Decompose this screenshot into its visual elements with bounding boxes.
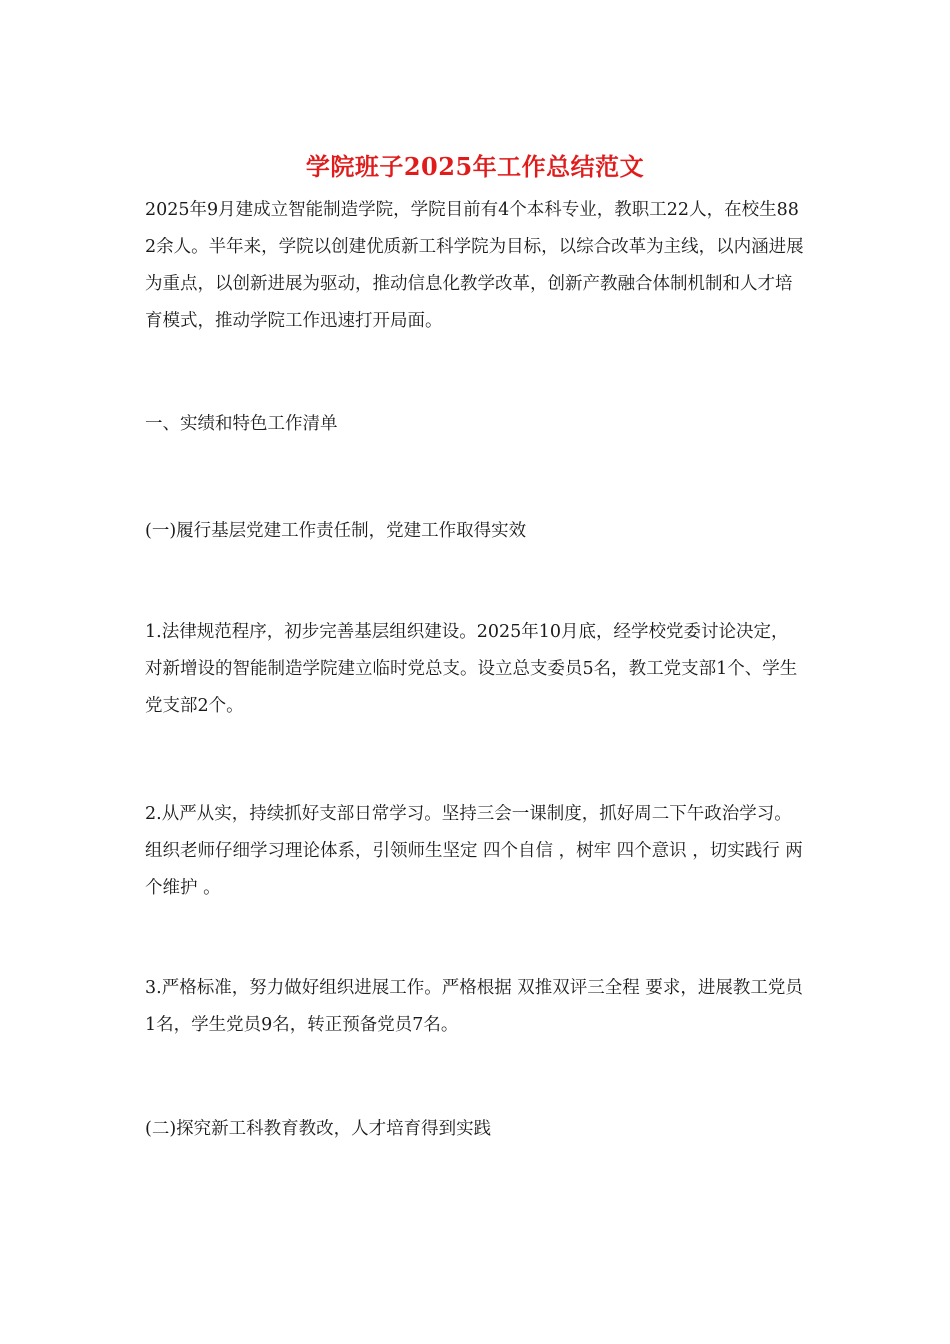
subsection-heading-2: (二)探究新工科教育教改，人才培育得到实践 xyxy=(145,1119,492,1139)
section-heading-1: 一、实绩和特色工作清单 xyxy=(145,414,338,434)
list-item-1: 1.法律规范程序，初步完善基层组织建设。2025年10月底，经学校党委讨论决定，对新增设的智能制造学院建立临时党总支。设立总支委员5名，教工党支部1个、学生党支部2个。 xyxy=(145,622,798,716)
list-item-3: 3.严格标准，努力做好组织进展工作。严格根据 双推双评三全程 要求，进展教工党员1名，学生党员9名，转正预备党员7名。 xyxy=(145,978,803,1035)
list-item-2: 2.从严从实，持续抓好支部日常学习。坚持三会一课制度，抓好周二下午政治学习。组织老师仔细学习理论体系，引领师生坚定 四个自信 ，树牢 四个意识 ，切实践行 两个维护 。 xyxy=(145,804,803,898)
intro-paragraph: 2025年9月建成立智能制造学院，学院目前有4个本科专业，教职工22人，在校生882余人。半年来，学院以创建优质新工科学院为目标，以综合改革为主线，以内涵进展为重点，以创新进展为驱动，推动信息化教学改革，创新产教融合体制机制和人才培育模式，推动学院工作迅速打开局面。 xyxy=(145,200,804,331)
subsection-heading-1: (一)履行基层党建工作责任制，党建工作取得实效 xyxy=(145,521,527,541)
document-title: 学院班子2025年工作总结范文 xyxy=(305,152,645,181)
